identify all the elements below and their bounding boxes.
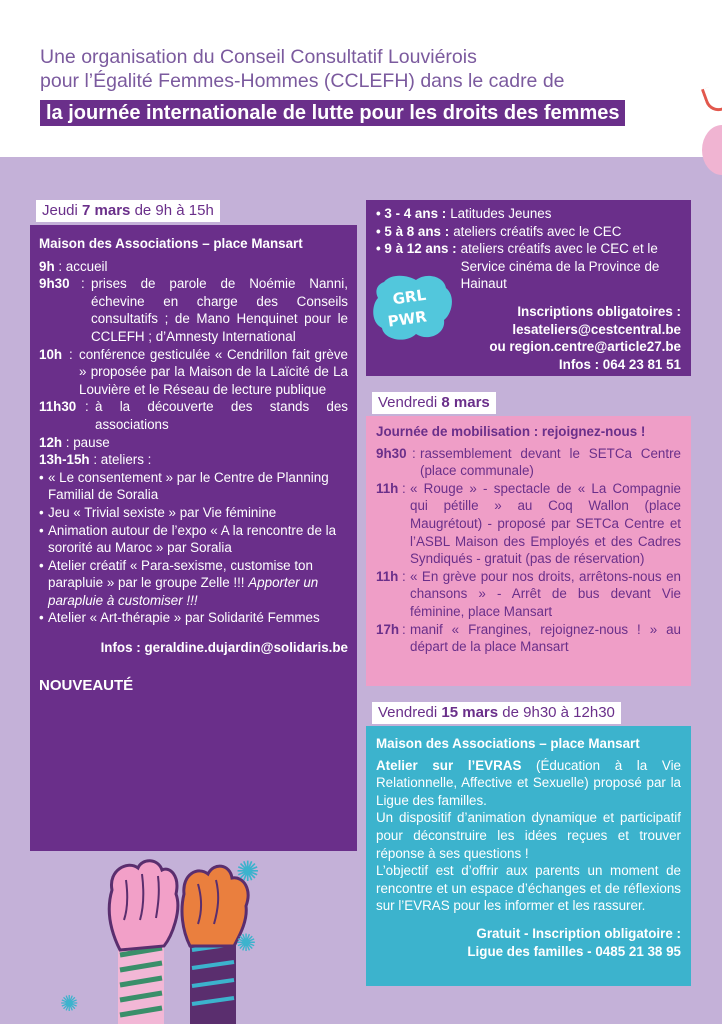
schedule-item: 11h : « En grève pour nos droits, arrêtons-nous en chansons » - Arrêt de bus devant Vie féminine, place Mansart <box>376 568 681 619</box>
workshop-item: • Animation autour de l’expo « A la rencontre de la sororité au Maroc » par Soralia <box>39 522 348 557</box>
venue-title: Maison des Associations – place Mansart <box>39 236 303 251</box>
badge-text: GRL <box>391 285 428 309</box>
badge-text: PWR <box>386 307 428 331</box>
vendredi-8-program <box>366 416 691 686</box>
schedule-item: 9h30 : rassemblement devant le SETCa Centre (place communale) <box>376 445 681 479</box>
intro-text <box>40 45 700 93</box>
workshop-item: • Atelier créatif « Para-sexisme, customise ton parapluie » par le groupe Zelle !!! Apporter un parapluie à customiser !!! <box>39 557 348 610</box>
schedule-item: 11h : « Rouge » - spectacle de « La Compagnie qui pétille » au Coq Wallon (place Maugrétout) - proposé par SETCa Centre et l’ASBL Maison des Employés et des Cadres Syndiqués - gratuit (pas de réservation) <box>376 480 681 567</box>
day-tag-jeudi <box>36 200 220 222</box>
day-tag-vendredi-8: Vendredi 8 mars <box>372 392 496 414</box>
grl-pwr-badge-icon <box>370 270 454 344</box>
schedule-item: 17h : manif « Frangines, rejoignez-nous ! » au départ de la place Mansart <box>376 621 681 655</box>
age-group: • 3 - 4 ans : Latitudes Jeunes <box>376 206 552 221</box>
schedule-item: 11h30 : à la découverte des stands des associations <box>39 399 348 432</box>
workshop-item: • Jeu « Trivial sexiste » par Vie féminine <box>39 504 348 522</box>
signup-line: Ligue des familles - 0485 21 38 95 <box>467 943 681 959</box>
workshop-item: • « Le consentement » par le Centre de Planning Familial de Soralia <box>39 469 348 504</box>
evras-text: L’objectif est d’offrir aux parents un moment de rencontre et un espace d’échanges et de réflexions sur l’EVRAS pour les informer et les rassurer. <box>376 863 681 914</box>
schedule-item: 9h30 : prises de parole de Noémie Nanni, échevine en charge des Conseils consultatifs ; de Mano Henquinet pour le CCLEFH ; d’Amnesty International <box>39 276 348 344</box>
event-headline: la journée internationale de lutte pour les droits des femmes <box>40 100 625 126</box>
intro-line: pour l’Égalité Femmes-Hommes (CCLEFH) dans le cadre de <box>40 70 565 92</box>
signup-line: Gratuit - Inscription obligatoire : <box>476 925 681 941</box>
decorative-star-icon: ✺ <box>60 991 79 1016</box>
day-tag-vendredi-15: Vendredi 15 mars de 9h30 à 12h30 <box>372 702 621 724</box>
info-contact: Infos : geraldine.dujardin@solidaris.be <box>100 640 348 656</box>
jeudi-program-extension <box>30 701 357 851</box>
age-group: • 9 à 12 ans : ateliers créatifs avec le CEC et le Service cinéma de la Province de Hainaut <box>376 241 660 292</box>
signup-block: Inscriptions obligatoires : lesateliers@cestcentral.be ou region.centre@article27.be Infos : 064 23 81 51 <box>489 303 681 372</box>
schedule-item: 13h-15h : ateliers : <box>39 452 152 468</box>
schedule-item: 10h : conférence gesticulée « Cendrillon fait grève » proposée par la Maison de la Laïcité de La Louvière et le Réseau de lecture publique <box>39 346 348 397</box>
day-label: Jeudi <box>42 202 78 219</box>
venue-title: Maison des Associations – place Mansart <box>376 736 640 751</box>
evras-text: Un dispositif d’animation dynamique et participatif pour déconstruire les idées reçues et trouver réponse à ses questions ! <box>376 810 681 861</box>
new-title: NOUVEAUTÉ <box>39 676 134 694</box>
mobilisation-title: Journée de mobilisation : rejoignez-nous ! <box>376 424 646 439</box>
decorative-star-icon: ✺ <box>236 856 260 887</box>
jeudi-program <box>30 225 357 701</box>
intro-line: Une organisation du Conseil Consultatif Louviérois <box>40 46 477 68</box>
evras-lead: Atelier sur l’EVRAS (Éducation à la Vie Relationnelle, Affective et Sexuelle) proposé par la Ligue des familles. <box>376 757 681 808</box>
age-group: • 5 à 8 ans : ateliers créatifs avec le CEC <box>376 223 622 239</box>
schedule-item: 12h : pause <box>39 434 110 450</box>
day-date: 7 mars <box>82 202 131 219</box>
day-hours: de 9h à 15h <box>134 202 214 219</box>
vendredi-15-program <box>366 726 691 986</box>
decorative-star-icon: ✺ <box>236 930 257 957</box>
schedule-item: 9h : accueil <box>39 258 108 274</box>
workshop-item: • Atelier « Art-thérapie » par Solidarité Femmes <box>39 609 348 627</box>
